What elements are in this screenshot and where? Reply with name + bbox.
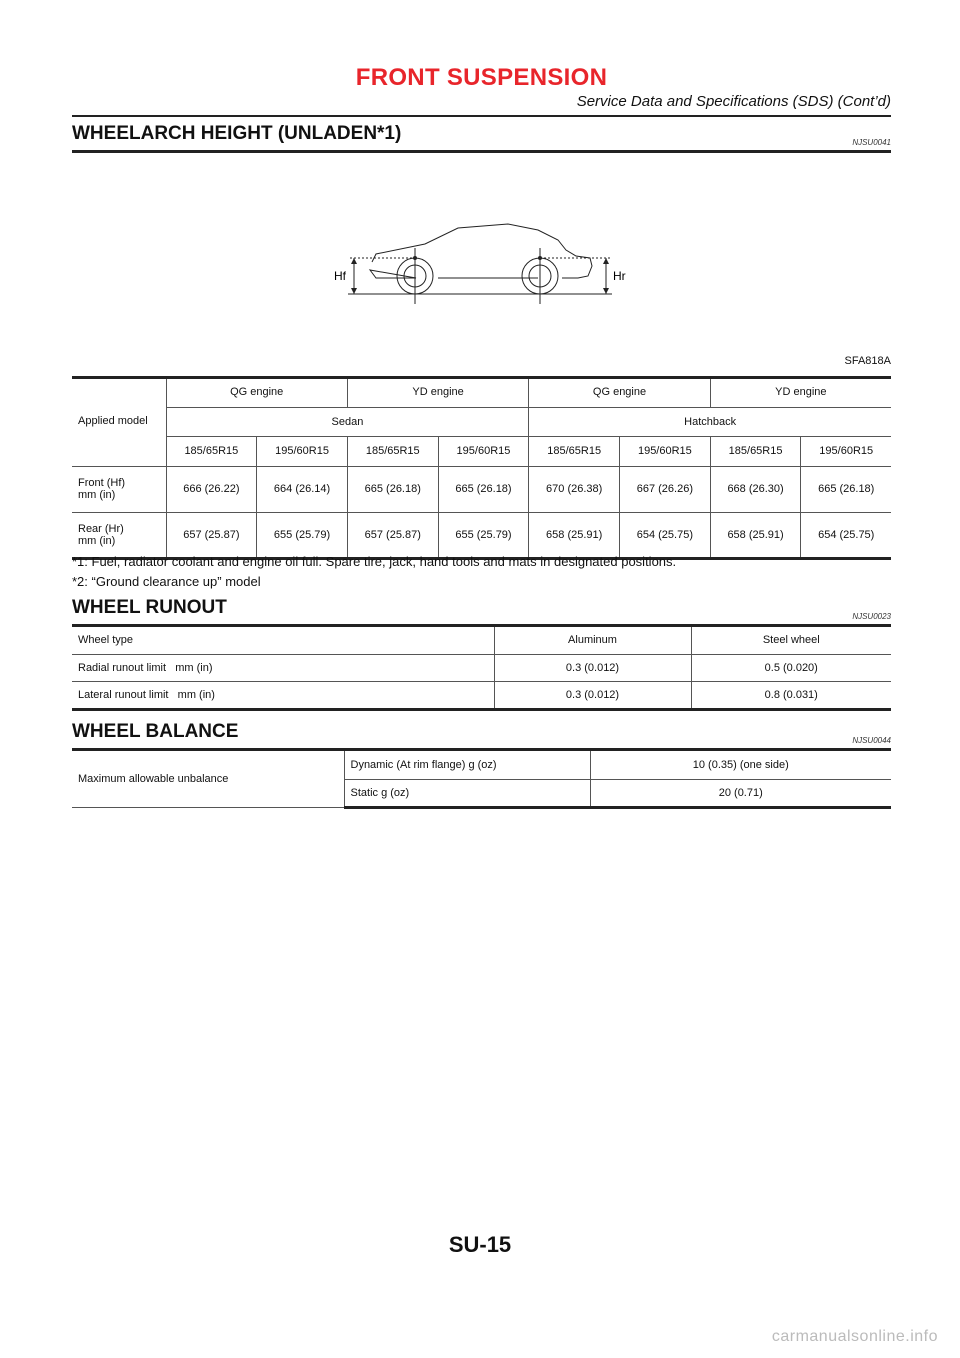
front-label-line1: Front (Hf) [78,477,126,489]
page-number: SU-15 [448,1232,512,1257]
table-row [72,627,891,654]
front-height-cell: 665 (26.18) [438,466,529,512]
rear-height-cell: 658 (25.91) [710,512,801,558]
runout-table [72,627,891,711]
car-height-diagram [330,218,630,308]
wheelarch-table [72,377,891,560]
hr-label: Hr [613,269,626,283]
figure-id: SFA818A [844,355,891,367]
tire-size-cell: 195/60R15 [257,436,348,466]
table-cell: Lateral runout limit mm (in) [72,681,494,709]
rear-height-cell: 657 (25.87) [347,512,438,558]
front-height-label [72,466,166,512]
front-height-cell: 666 (26.22) [166,466,257,512]
balance-table [72,751,891,809]
body-header: Sedan [166,407,529,436]
hf-label: Hf [334,269,346,283]
wheelarch-heading: WHEELARCH HEIGHT (UNLADEN*1) [72,123,402,144]
table-cell: 0.3 (0.012) [494,654,691,681]
max-unbalance-label: Maximum allowable unbalance [72,751,344,807]
table-row [72,377,891,407]
tire-size-cell: 185/65R15 [710,436,801,466]
tire-size-cell: 195/60R15 [438,436,529,466]
table-cell: Dynamic (At rim flange) g (oz) [344,751,590,779]
header-rule [72,115,891,117]
table-row [72,681,891,709]
page-header [72,64,891,110]
rear-height-cell: 654 (25.75) [620,512,711,558]
runout-heading: WHEEL RUNOUT [72,597,227,618]
table-row [72,512,891,558]
front-height-cell: 664 (26.14) [257,466,348,512]
table-cell: Radial runout limit mm (in) [72,654,494,681]
front-height-cell: 665 (26.18) [347,466,438,512]
table-cell: 0.3 (0.012) [494,681,691,709]
table-row [72,436,891,466]
table-row [72,751,891,779]
watermark: carmanualsonline.info [771,1328,938,1345]
front-height-cell: 665 (26.18) [801,466,891,512]
table-cell: Static g (oz) [344,779,590,807]
front-height-cell: 670 (26.38) [529,466,620,512]
front-height-cell: 668 (26.30) [710,466,801,512]
wheelarch-code: NJSU0041 [852,138,891,147]
table-cell: 20 (0.71) [590,779,891,807]
tire-size-cell: 195/60R15 [801,436,891,466]
tire-size-cell: 185/65R15 [166,436,257,466]
engine-header: QG engine [166,377,347,407]
engine-header: QG engine [529,377,710,407]
applied-model-label: Applied model [72,377,166,466]
body-header: Hatchback [529,407,891,436]
table-row [72,654,891,681]
table-cell: 10 (0.35) (one side) [590,751,891,779]
section-title: FRONT SUSPENSION [355,64,608,91]
engine-header: YD engine [710,377,891,407]
rear-height-cell: 655 (25.79) [257,512,348,558]
car-body-outline [370,224,592,278]
balance-heading: WHEEL BALANCE [72,721,239,742]
rear-height-cell: 658 (25.91) [529,512,620,558]
table-cell: Steel wheel [691,627,891,654]
rear-height-cell: 654 (25.75) [801,512,891,558]
engine-header: YD engine [347,377,528,407]
rear-label-line1: Rear (Hr) [78,522,124,535]
table-cell: Aluminum [494,627,691,654]
footnote-1: *1: Fuel, radiator coolant and engine oil full. Spare tire, jack, hand tools and mats in designated positions. [72,554,677,569]
table-cell: 0.8 (0.031) [691,681,891,709]
footnote-2: *2: “Ground clearance up” model [72,574,261,589]
rear-height-cell: 655 (25.79) [438,512,529,558]
front-label-line2: mm (in) [78,489,116,501]
tire-size-cell: 195/60R15 [620,436,711,466]
runout-code: NJSU0023 [852,612,891,621]
rear-height-cell: 657 (25.87) [166,512,257,558]
table-cell: 0.5 (0.020) [691,654,891,681]
balance-code: NJSU0044 [852,736,891,745]
table-row [72,407,891,436]
tire-size-cell: 185/65R15 [529,436,620,466]
tire-size-cell: 185/65R15 [347,436,438,466]
table-row [72,466,891,512]
rear-label-line2: mm (in) [78,534,116,547]
wheelarch-table-top-rule [72,376,891,379]
wheelarch-rule [72,150,891,153]
section-subtitle: Service Data and Specifications (SDS) (Cont’d) [576,93,891,110]
rear-height-label [72,512,166,558]
front-height-cell: 667 (26.26) [620,466,711,512]
table-cell: Wheel type [72,627,494,654]
